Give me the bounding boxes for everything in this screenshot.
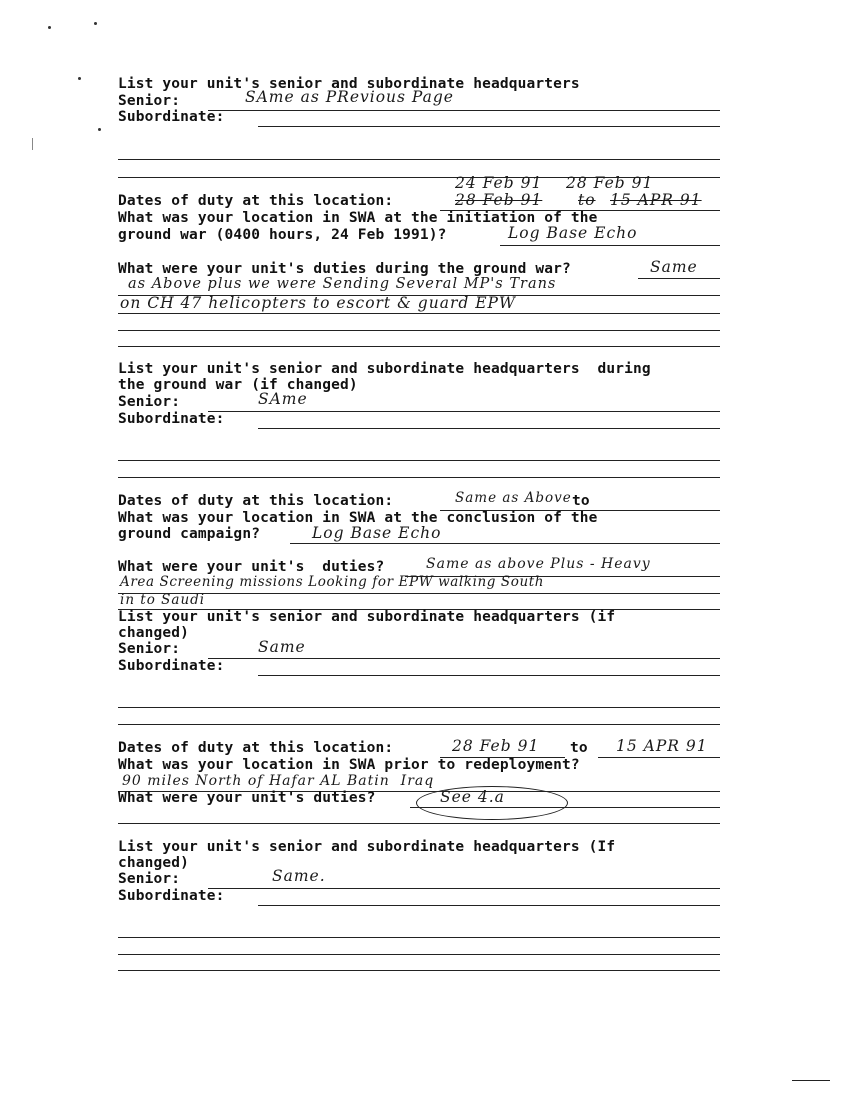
speck — [94, 22, 97, 25]
hq-heading: List your unit's senior and subordinate headquarters — [118, 76, 580, 92]
blank-line — [118, 937, 720, 938]
senior-label: Senior: — [118, 871, 181, 887]
duties-value: Same as above Plus - Heavy — [426, 556, 651, 572]
duties-question: What were your unit's duties during the ground war? — [118, 261, 571, 277]
blank-line — [118, 823, 720, 824]
blank-line — [118, 330, 720, 331]
subordinate-label: Subordinate: — [118, 109, 225, 125]
dates-label: Dates of duty at this location: — [118, 493, 394, 509]
senior-value: SAme as PRevious Page — [245, 88, 454, 106]
hq-heading: changed) — [118, 855, 190, 871]
blank-line — [118, 970, 720, 971]
location-value: Log Base Echo — [312, 524, 442, 542]
blank-line — [118, 954, 720, 955]
subordinate-line — [258, 675, 720, 676]
senior-value: SAme — [258, 390, 308, 408]
dates-value-corrected: 24 Feb 91 28 Feb 91 — [455, 174, 654, 192]
location-question: ground campaign? — [118, 526, 261, 542]
duties-value: See 4.a — [440, 788, 505, 806]
duties-line — [638, 278, 720, 279]
location-line — [500, 245, 720, 246]
blank-line — [118, 707, 720, 708]
duties-value: as Above plus we were Sending Several MP's Trans — [128, 276, 557, 292]
speck — [78, 77, 81, 80]
senior-line — [208, 110, 720, 111]
speck — [48, 26, 51, 29]
dates-value-start: 28 Feb 91 — [452, 737, 540, 755]
scan-edge-mark — [32, 138, 33, 150]
blank-line — [118, 346, 720, 347]
blank-line — [118, 477, 720, 478]
speck — [98, 128, 101, 131]
duties-question: What were your unit's duties? — [118, 790, 376, 806]
blank-line — [118, 159, 720, 160]
duties-value: Same — [650, 258, 698, 276]
duties-value: Area Screening missions Looking for EPW walking South — [120, 574, 545, 590]
blank-line — [118, 460, 720, 461]
location-question: What was your location in SWA at the conclusion of the — [118, 510, 598, 526]
duties-line — [410, 807, 720, 808]
dates-to: to — [570, 740, 588, 756]
senior-value: Same — [258, 638, 306, 656]
senior-label: Senior: — [118, 93, 181, 109]
dates-value-end: 15 APR 91 — [616, 737, 708, 755]
senior-line — [208, 411, 720, 412]
dates-line — [598, 757, 720, 758]
duties-value: on CH 47 helicopters to escort & guard EPW — [120, 294, 516, 312]
circle-annotation — [416, 786, 568, 820]
subordinate-line — [258, 428, 720, 429]
subordinate-label: Subordinate: — [118, 888, 225, 904]
subordinate-label: Subordinate: — [118, 658, 225, 674]
location-line — [290, 543, 720, 544]
duties-line — [118, 313, 720, 314]
scan-edge-mark — [792, 1080, 830, 1081]
location-question: What was your location in SWA prior to redeployment? — [118, 757, 580, 773]
duties-line — [118, 593, 720, 594]
dates-label: Dates of duty at this location: — [118, 193, 394, 209]
dates-to: to — [572, 493, 590, 509]
blank-line — [118, 724, 720, 725]
location-question: What was your location in SWA at the initiation of the — [118, 210, 598, 226]
location-value: 90 miles North of Hafar AL Batin Iraq — [122, 773, 435, 789]
hq-heading: List your unit's senior and subordinate headquarters (If — [118, 839, 616, 855]
senior-value: Same. — [272, 867, 326, 885]
duties-question: What were your unit's duties? — [118, 559, 385, 575]
hq-heading: the ground war (if changed) — [118, 377, 358, 393]
hq-heading: List your unit's senior and subordinate headquarters during — [118, 361, 651, 377]
senior-line — [208, 658, 720, 659]
duties-value: in to Saudi — [120, 592, 206, 608]
location-value: Log Base Echo — [508, 224, 638, 242]
subordinate-label: Subordinate: — [118, 411, 225, 427]
dates-value: Same as Above — [455, 490, 572, 506]
subordinate-line — [258, 905, 720, 906]
dates-label: Dates of duty at this location: — [118, 740, 394, 756]
hq-heading: changed) — [118, 625, 190, 641]
dates-to: to — [578, 191, 596, 209]
dates-value-end: 15 APR 91 — [610, 191, 702, 209]
hq-heading: List your unit's senior and subordinate headquarters (if — [118, 609, 616, 625]
dates-value-struck: 28 Feb 91 — [455, 191, 543, 209]
senior-label: Senior: — [118, 641, 181, 657]
senior-line — [208, 888, 720, 889]
senior-label: Senior: — [118, 394, 181, 410]
subordinate-line — [258, 126, 720, 127]
location-question: ground war (0400 hours, 24 Feb 1991)? — [118, 227, 447, 243]
